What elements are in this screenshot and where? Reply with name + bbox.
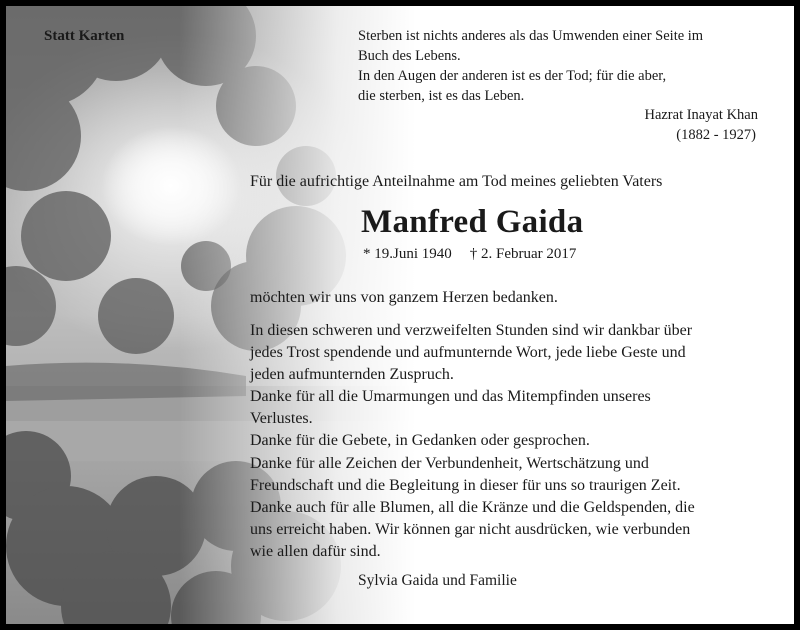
quote-line: Sterben ist nichts anderes als das Umwenden einer Seite im [358, 28, 704, 44]
body-line: Danke für alle Zeichen der Verbundenheit, Wertschätzung und [250, 454, 649, 472]
body-line: Verlustes. [250, 410, 313, 428]
quote [358, 26, 703, 106]
body-line: jeden aufmunternden Zuspruch. [250, 366, 454, 384]
body-line: In diesen schweren und verzweifelten Stunden sind wir dankbar über [250, 322, 693, 339]
life-dates [363, 246, 576, 263]
quote-line: die sterben, ist es das Leben. [358, 88, 525, 104]
deceased-name: Manfred Gaida [361, 204, 584, 240]
body-text [250, 320, 695, 563]
body-line: uns erreicht haben. Wir können gar nicht ausdrücken, wie verbunden [250, 520, 691, 538]
body-line: Danke auch für alle Blumen, all die Kränze und die Geldspenden, die [250, 498, 695, 516]
signature: Sylvia Gaida und Familie [358, 572, 517, 589]
quote-author: Hazrat Inayat Khan [644, 107, 758, 123]
body-line: wie allen dafür sind. [250, 542, 381, 560]
thanks-text: möchten wir uns von ganzem Herzen bedanken. [250, 289, 558, 306]
quote-line: In den Augen der anderen ist es der Tod; für die aber, [358, 68, 667, 84]
body-line: Danke für die Gebete, in Gedanken oder gesprochen. [250, 432, 590, 450]
body-line: Danke für all die Umarmungen und das Mitempfinden unseres [250, 388, 651, 406]
body-line: Freundschaft und die Begleitung in dieser für uns so traurigen Zeit. [250, 476, 681, 494]
birth-date: * 19.Juni 1940 [363, 246, 452, 262]
quote-attribution [644, 105, 758, 145]
body-line: jedes Trost spendende und aufmunternde Wort, jede liebe Geste und [250, 344, 686, 362]
statt-karten-label: Statt Karten [44, 28, 125, 44]
intro-text: Für die aufrichtige Anteilnahme am Tod meines geliebten Vaters [250, 173, 663, 190]
quote-line: Buch des Lebens. [358, 48, 461, 64]
quote-author-years: (1882 - 1927) [676, 127, 756, 143]
death-date: † 2. Februar 2017 [469, 246, 577, 262]
